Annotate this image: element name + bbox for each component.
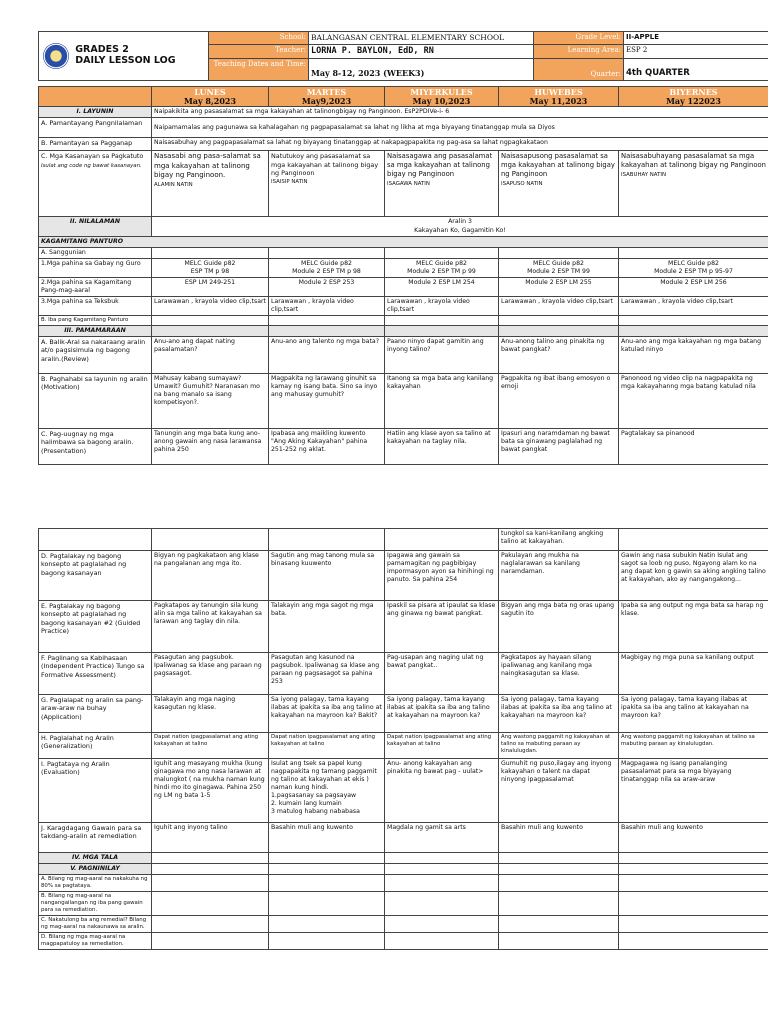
pagtalakay-monday: Bigyan ng pagkakataon ang klase na pangalanan ang mga ito.: [152, 551, 269, 601]
reflection-row-c: [39, 916, 768, 933]
independent-practice-row: [39, 653, 768, 695]
reflection-b-label: B. Bilang ng mag-aaral na nangangailangan ng iba pang gawain para sa remediation.: [39, 892, 152, 916]
pagninilay-row: [39, 864, 768, 875]
generalization-tuesday: Dapat nation ipagpasalamat ang ating kakayahan at talino: [269, 733, 385, 759]
teksbuk-cell-wednesday: Larawawan , krayola video clip,tsart: [385, 296, 499, 315]
evaluation-monday: Iguhit ang masayang mukha (kung ginagawa mo ang nasa larawan at malungkot ( na mukha naman kung hindi mo ito ginagawa. Pahina 250 ng LM ng bata 1-5: [152, 759, 269, 823]
evaluation-label: I. Pagtataya ng Aralin (Evaluation): [39, 759, 152, 823]
application-monday: Talakayin ang mga naging kasagutan ng klase.: [152, 695, 269, 733]
layunin-text: Naipakikita ang pasasalamat sa mga kakayahan at talinongbigay ng Panginoon. EsP2PDIVe-i- 6: [152, 107, 768, 118]
pagtalakay-label: D. Pagtalakay ng bagong konsepto at paglalahad ng bagong kasanayan: [39, 551, 152, 601]
gabay-cell-friday: MELC Guide p82 Module 2 ESP TM p 95-97: [619, 258, 768, 277]
generalization-wednesday: Dapat nation ipagpasalamat ang ating kakayahan at talino: [385, 733, 499, 759]
kmag-cell-thursday: Module 2 ESP LM 255: [499, 277, 619, 296]
sanggunian-row: [39, 247, 768, 258]
dates-value: May 8-12, 2023 (WEEK3): [309, 58, 534, 80]
kagamitang-label: KAGAMITANG PANTURO: [39, 236, 768, 247]
pamamaraan-row: [39, 326, 768, 337]
teksbuk-cell-friday: Larawawan , krayola video clip,tsart: [619, 296, 768, 315]
kasanayan-cell-wednesday: Naisasagawa ang pasasalamat sa mga kakayahan at talinong bigay ng Panginoon ISAGAWA NATIN: [385, 151, 499, 217]
balik-aral-wednesday: Paano ninyo dapat gamitin ang inyong talino?: [385, 337, 499, 374]
kasanayan-cell-thursday: Naisasapusong pasasalamat sa mga kakayahan at talinong bigay ng Panginoon ISAPUSO NATIN: [499, 151, 619, 217]
takdang-tuesday: Basahin muli ang kuwento: [269, 823, 385, 853]
reflection-d-label: D. Bilang ng mga mag-aaral na magpapatuloy sa remediation.: [39, 933, 152, 950]
takdang-aralin-label: J. Karagdagang Gawain para sa takdang-aralin at remediation: [39, 823, 152, 853]
pamantayan-pagganap-row: [39, 138, 768, 151]
takdang-friday: Basahin muli ang kuwento: [619, 823, 768, 853]
presentation-tuesday: Ipabasa ang maikling kuwento "Ang Aking Kakayahan" pahina 251-252 ng aklat.: [269, 429, 385, 465]
presentation-wednesday: Hatiin ang klase ayon sa talino at kakayahan na taglay nila.: [385, 429, 499, 465]
cont-friday: [619, 529, 768, 551]
guided-wednesday: Ipaskil sa pisara at ipaulat sa klase ang ginawa ng bawat pangkat.: [385, 601, 499, 653]
reflection-a-label: A. Bilang ng mag-aaral na nakakuha ng 80% sa pagtataya.: [39, 875, 152, 892]
independent-monday: Pasagutan ang pagsubok. Ipaliwanag sa klase ang paraan ng pagsasagot.: [152, 653, 269, 695]
pamantayan-pagganap-text: Naisasabuhay ang pagpapasalamat sa lahat ng biyayang tinatanggap at nakapagpapakita ng pag-asa sa lahat ngpagkakataon: [152, 138, 768, 151]
pamantayang-pangnilalaman-label: A. Pamantayang Pangnilalaman: [39, 118, 152, 138]
takdang-monday: Iguhit ang inyong talino: [152, 823, 269, 853]
pagninilay-label: V. PAGNINILAY: [39, 864, 152, 875]
generalization-monday: Dapat nation ipagpasalamat ang ating kakayahan at talino: [152, 733, 269, 759]
presentation-thursday: Ipasuri ang naramdaman ng bawat bata sa ginawang paglalahad ng bawat pangkat: [499, 429, 619, 465]
independent-tuesday: Pasagutan ang kasunod na pagsubok. Ipaliwanag sa klase ang paraan ng pagsasagot sa pahina 253: [269, 653, 385, 695]
pamantayang-pangnilalaman-text: Naipamamalas ang pagunawa sa kahalagahan ng pagpapasalamat sa lahat ng likha at mga biyayang tinatanggap mula sa Diyos: [152, 118, 768, 138]
guided-thursday: Bigyan ang mga bata ng oras upang sagutin ito: [499, 601, 619, 653]
mga-tala-label: IV. MGA TALA: [39, 853, 152, 864]
sanggunian-label: A. Sanggunian: [39, 247, 152, 258]
gabay-label: 1.Mga pahina sa Gabay ng Guro: [39, 258, 152, 277]
pamantayan-pagganap-label: B. Pamantayan sa Pagganap: [39, 138, 152, 151]
pamantayang-pangnilalaman-row: [39, 118, 768, 138]
evaluation-friday: Magpagawa ng isang panalanging pasasalamat para sa mga biyayang tinatanggap nila sa araw-araw: [619, 759, 768, 823]
layunin-row: [39, 107, 768, 118]
kasanayan-cell-friday: Naisasabuhayang pasasalamat sa mga kakayahan at talinong bigay ng Panginoon ISABUHAY NATIN: [619, 151, 768, 217]
evaluation-wednesday: Anu- anong kakayahan ang pinakita ng bawat pag - uulat>: [385, 759, 499, 823]
teksbuk-row: [39, 296, 768, 315]
presentation-label: C. Pag-uugnay ng mga halimbawa sa bagong aralin.(Presentation): [39, 429, 152, 465]
teksbuk-cell-thursday: Larawawan , krayola video clip,tsart: [499, 296, 619, 315]
guided-friday: Ipaba sa ang output ng mga bata sa harap ng klase.: [619, 601, 768, 653]
independent-practice-label: F. Paglinang sa Kabihasaan (Independent Practice) Tungo sa Formative Assessment): [39, 653, 152, 695]
teksbuk-cell-tuesday: Larawawan , krayola video clip,tsart: [269, 296, 385, 315]
application-thursday: Sa iyong palagay, tama kayang ilabas at ipakita sa iba ang talino at kakayahan na mayroon ka?: [499, 695, 619, 733]
header-title: GRADES 2 DAILY LESSON LOG: [75, 43, 176, 66]
motivation-wednesday: Itanong sa mga bata ang kanilang kakayahan: [385, 374, 499, 429]
kmag-cell-tuesday: Module 2 ESP 253: [269, 277, 385, 296]
grade-label: Grade Level:: [534, 32, 624, 45]
independent-wednesday: Pag-usapan ang naging ulat ng bawat pangkat..: [385, 653, 499, 695]
presentation-monday: Tanungin ang mga bata kung ano-anong gawain ang nasa larawansa pahina 250: [152, 429, 269, 465]
balik-aral-row: [39, 337, 768, 374]
kasanayan-cell-tuesday: Natutukoy ang pasasalamat sa mga kakayahan at talinong bigay ng Panginoon ISAISIP NATIN: [269, 151, 385, 217]
takdang-thursday: Basahin muli ang kuwento: [499, 823, 619, 853]
iba-row: [39, 316, 768, 326]
motivation-thursday: Pagpakita ng ibat ibang emosyon o emoji: [499, 374, 619, 429]
nilalaman-label: II. NILALAMAN: [39, 217, 152, 236]
school-label: School:: [209, 32, 309, 45]
kagamitang-row: [39, 236, 768, 247]
application-friday: Sa iyong palagay, tama kayang ilabas at ipakita sa iba ang talino at kakayahan na mayroon ka?: [619, 695, 768, 733]
area-label: Learning Area:: [534, 44, 624, 58]
application-label: G. Paglalapat ng aralin sa pang-araw-araw na buhay (Application): [39, 695, 152, 733]
generalization-friday: Ang wastong paggamit ng kakayahan at talino sa mabuting paraan ay kinalulugdan.: [619, 733, 768, 759]
pamamaraan-label: III. PAMAMARAAN: [39, 326, 152, 337]
kagamitang-mag-aaral-row: [39, 277, 768, 296]
pagtalakay-wednesday: Ipagawa ang gawain sa pamamagitan ng pagbibigay impormasyon ayon sa hinihingi ng panuto. Sa pahina 254: [385, 551, 499, 601]
dates-label: Teaching Dates and Time:: [209, 58, 309, 80]
balik-aral-monday: Anu-ano ang dapat nating pasalamatan?: [152, 337, 269, 374]
presentation-row: [39, 429, 768, 465]
gabay-row: [39, 258, 768, 277]
quarter-label: Quarter:: [534, 58, 624, 80]
evaluation-row: [39, 759, 768, 823]
balik-aral-thursday: Anu-anong talino ang pinakita ng bawat pangkat?: [499, 337, 619, 374]
teksbuk-cell-monday: Larawawan , krayola video clip,tsart: [152, 296, 269, 315]
balik-aral-label: A. Balik-Aral sa nakaraang aralin at/o pagsisimula ng bagong aralin.(Review): [39, 337, 152, 374]
takdang-aralin-row: [39, 823, 768, 853]
dll-page-1: [38, 31, 768, 465]
motivation-tuesday: Magpakita ng larawang ginuhit sa kamay ng isang bata. Sino sa inyo ang mahusay gumuhit?: [269, 374, 385, 429]
kmag-cell-monday: ESP LM 249-251: [152, 277, 269, 296]
kasanayan-row: [39, 151, 768, 217]
cont-thursday: tungkol sa kani-kanilang angking talino at kakayahan.: [499, 529, 619, 551]
application-wednesday: Sa iyong palagay, tama kayang ilabas at ipakita sa iba ang talino at kakayahan na mayroon ka?: [385, 695, 499, 733]
lesson-table-page-1: [38, 86, 768, 465]
pagtalakay-row: [39, 551, 768, 601]
presentation-friday: Pagtalakay sa pinanood: [619, 429, 768, 465]
motivation-row: [39, 374, 768, 429]
pagtalakay-thursday: Pakulayan ang mukha na naglalarawan sa kanilang naramdaman.: [499, 551, 619, 601]
day-wednesday: MIYERKULES May 10,2023: [385, 86, 499, 107]
gabay-cell-tuesday: MELC Guide p82 Module 2 ESP TM p 98: [269, 258, 385, 277]
reflection-row-d: [39, 933, 768, 950]
continuation-row: [39, 529, 768, 551]
guided-practice-label: E. Pagtalakay ng bagong konsepto at paglalahad ng bagong kasanayan #2 (Guided Practice): [39, 601, 152, 653]
grade-value: II-APPLE: [624, 32, 768, 45]
day-tuesday: MARTES May9,2023: [269, 86, 385, 107]
layunin-label: I. LAYUNIN: [39, 107, 152, 118]
guided-monday: Pagkatapos ay tanungin sila kung alin sa mga talino at kakayahan sa larawan ang taglay din nila.: [152, 601, 269, 653]
motivation-label: B. Paghahabi sa layunin ng aralin (Motivation): [39, 374, 152, 429]
dll-page-2: [38, 528, 768, 950]
cont-wednesday: [385, 529, 499, 551]
pagtalakay-friday: Gawin ang nasa subukin Natin Isulat ang sagot sa loob ng puso, Ngayong alam ko na ang dapat kon g gawin sa aking angking talino at kakayahan, ako ay nangangakong...: [619, 551, 768, 601]
gabay-cell-thursday: MELC Guide p82 Module 2 ESP TM 99: [499, 258, 619, 277]
reflection-row-b: [39, 892, 768, 916]
header-brand: [39, 32, 209, 81]
cont-tuesday: [269, 529, 385, 551]
header-table: [38, 31, 768, 81]
nilalaman-text: Aralin 3 Kakayahan Ko, Gagamitin Ko!: [152, 217, 768, 236]
days-row: [39, 86, 768, 107]
school-value: BALANGASAN CENTRAL ELEMENTARY SCHOOL: [309, 32, 534, 45]
application-row: [39, 695, 768, 733]
day-friday: BIYERNES May 122023: [619, 86, 768, 107]
reflection-row-a: [39, 875, 768, 892]
takdang-wednesday: Magdala ng gamit sa arts: [385, 823, 499, 853]
guided-tuesday: Talakayin ang mga sagot ng mga bata.: [269, 601, 385, 653]
generalization-thursday: Ang wastong paggamit ng kakayahan at talino sa mabuting paraan ay kinalulugdan.: [499, 733, 619, 759]
application-tuesday: Sa iyong palagay, tama kayang ilabas at ipakita sa iba ang talino at kakayahan na mayroon ka? Bakit?: [269, 695, 385, 733]
kmag-cell-friday: Module 2 ESP LM 256: [619, 277, 768, 296]
kasanayan-label: C. Mga Kasanayan sa Pagkatuto Isulat ang code ng bawat kasanayan.: [39, 151, 152, 217]
kmag-cell-wednesday: Module 2 ESP LM 254: [385, 277, 499, 296]
motivation-friday: Panonood ng video clip na nagpapakita ng mga kakayahanng mga batang katulad nila: [619, 374, 768, 429]
motivation-monday: Mahusay kabang sumayaw? Umawit? Gumuhit? Naranasan mo na bang manalo sa isang kompetisyon?.: [152, 374, 269, 429]
teksbuk-label: 3.Mga pahina sa Teksbuk: [39, 296, 152, 315]
teacher-value: LORNA P. BAYLON, EdD, RN: [309, 44, 534, 58]
gabay-cell-wednesday: MELC Guide p82 Module 2 ESP TM p 99: [385, 258, 499, 277]
deped-seal-icon: [43, 43, 69, 69]
mga-tala-row: [39, 853, 768, 864]
gabay-cell-monday: MELC Guide p82 ESP TM p 98: [152, 258, 269, 277]
area-value: ESP 2: [624, 44, 768, 58]
teacher-label: Teacher:: [209, 44, 309, 58]
day-thursday: HUWEBES May 11,2023: [499, 86, 619, 107]
day-monday: LUNES May 8,2023: [152, 86, 269, 107]
lesson-table-page-2: [38, 528, 768, 950]
independent-thursday: Pagkatapos ay hayaan silang ipaliwanag ang kanilang mga naingkasagutan sa klase.: [499, 653, 619, 695]
guided-practice-row: [39, 601, 768, 653]
kagamitang-mag-aaral-label: 2.Mga pahina sa Kagamitang Pang-mag-aaral: [39, 277, 152, 296]
evaluation-tuesday: Isulat ang tsek sa papel kung nagpapakita ng tamang paggamit ng talino at kakayahan at ekis ) naman kung hindi. 1.pagsasanay sa pagsayaw 2. kumain lang kumain 3 matulog habang nababasa: [269, 759, 385, 823]
pagtalakay-tuesday: Sagutin ang mag tanong mula sa binasang kuuwento: [269, 551, 385, 601]
generalization-label: H. Paglalahat ng Aralin (Generalization): [39, 733, 152, 759]
balik-aral-tuesday: Anu-ano ang talento ng mga bata?: [269, 337, 385, 374]
nilalaman-row: [39, 217, 768, 236]
quarter-value: 4th QUARTER: [624, 58, 768, 80]
generalization-row: [39, 733, 768, 759]
cont-monday: [152, 529, 269, 551]
independent-friday: Magbigay ng mga puna sa kanilang output: [619, 653, 768, 695]
evaluation-thursday: Gumuhit ng puso,ilagay ang inyong kakayahan o talent na dapat ninyong ipagpasalamat: [499, 759, 619, 823]
kasanayan-cell-monday: Nasasabi ang pasa-salamat sa mga kakayahan at talinong bigay ng Panginoon. ALAMIN NATIN: [152, 151, 269, 217]
balik-aral-friday: Anu-ano ang mga kakayahan ng mga batang katulad ninyo: [619, 337, 768, 374]
reflection-c-label: C. Nakatulong ba ang remedial? Bilang ng mag-aaral na nakaunawa sa aralin.: [39, 916, 152, 933]
iba-label: B. Iba pang Kagamitang Panturo: [39, 316, 152, 326]
